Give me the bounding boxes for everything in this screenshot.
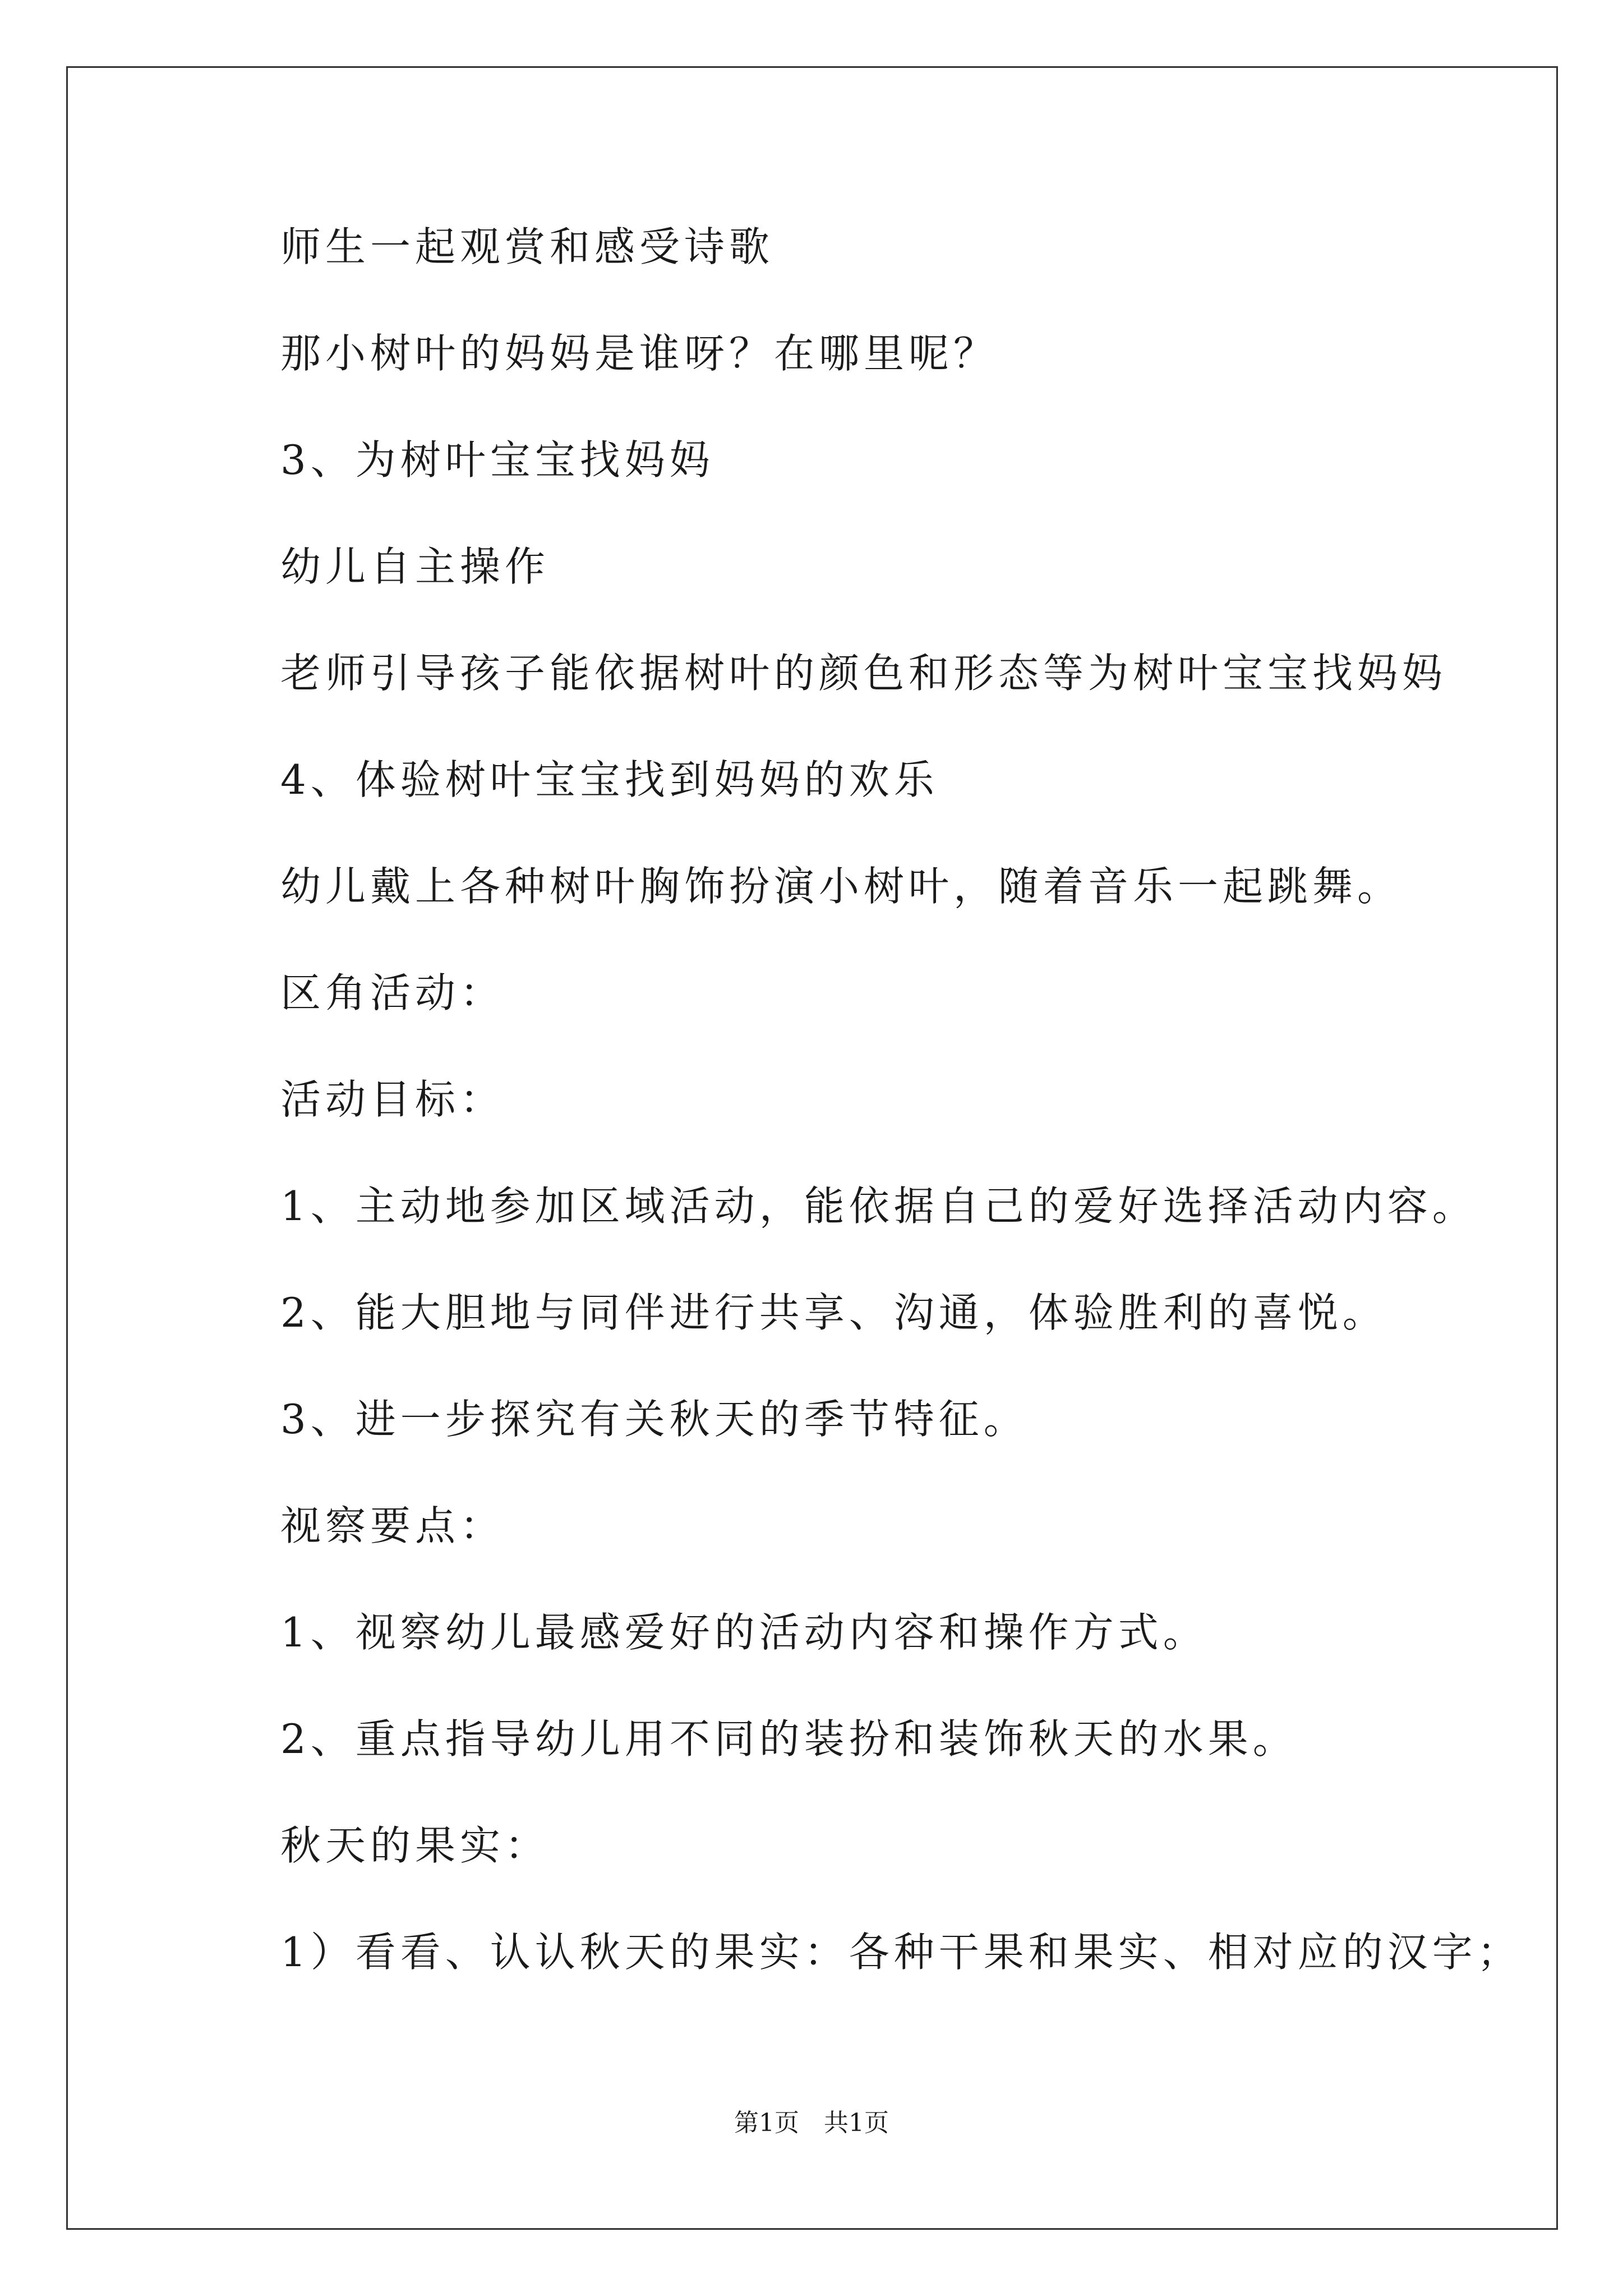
- text-line-13: 视察要点：: [280, 1502, 505, 1549]
- text-line-12: 3、进一步探究有关秋天的季节特征。: [280, 1396, 1029, 1443]
- text-line-15: 2、重点指导幼儿用不同的装扮和装饰秋天的水果。: [280, 1715, 1298, 1763]
- page-border: [66, 66, 1558, 2230]
- text-line-3: 3、为树叶宝宝找妈妈: [280, 436, 714, 484]
- text-line-5: 老师引导孩子能依据树叶的颜色和形态等为树叶宝宝找妈妈: [280, 650, 1447, 697]
- text-line-17: 1）看看、认认秋天的果实：各种干果和果实、相对应的汉字；: [280, 1929, 1522, 1976]
- text-line-16: 秋天的果实：: [280, 1822, 550, 1869]
- text-line-1: 师生一起观赏和感受诗歌: [280, 223, 774, 270]
- text-line-10: 1、主动地参加区域活动，能依据自己的爱好选择活动内容。: [280, 1182, 1477, 1230]
- text-line-4: 幼儿自主操作: [280, 543, 550, 590]
- text-line-8: 区角活动：: [280, 969, 505, 1016]
- text-line-6: 4、体验树叶宝宝找到妈妈的欢乐: [280, 756, 939, 803]
- text-line-11: 2、能大胆地与同伴进行共享、沟通，体验胜利的喜悦。: [280, 1289, 1387, 1336]
- text-line-2: 那小树叶的妈妈是谁呀？在哪里呢？: [280, 330, 999, 377]
- text-line-7: 幼儿戴上各种树叶胸饰扮演小树叶，随着音乐一起跳舞。: [280, 863, 1403, 910]
- text-line-14: 1、视察幼儿最感爱好的活动内容和操作方式。: [280, 1609, 1208, 1656]
- page-footer: 第1页 共1页: [734, 2109, 889, 2137]
- text-line-9: 活动目标：: [280, 1076, 505, 1123]
